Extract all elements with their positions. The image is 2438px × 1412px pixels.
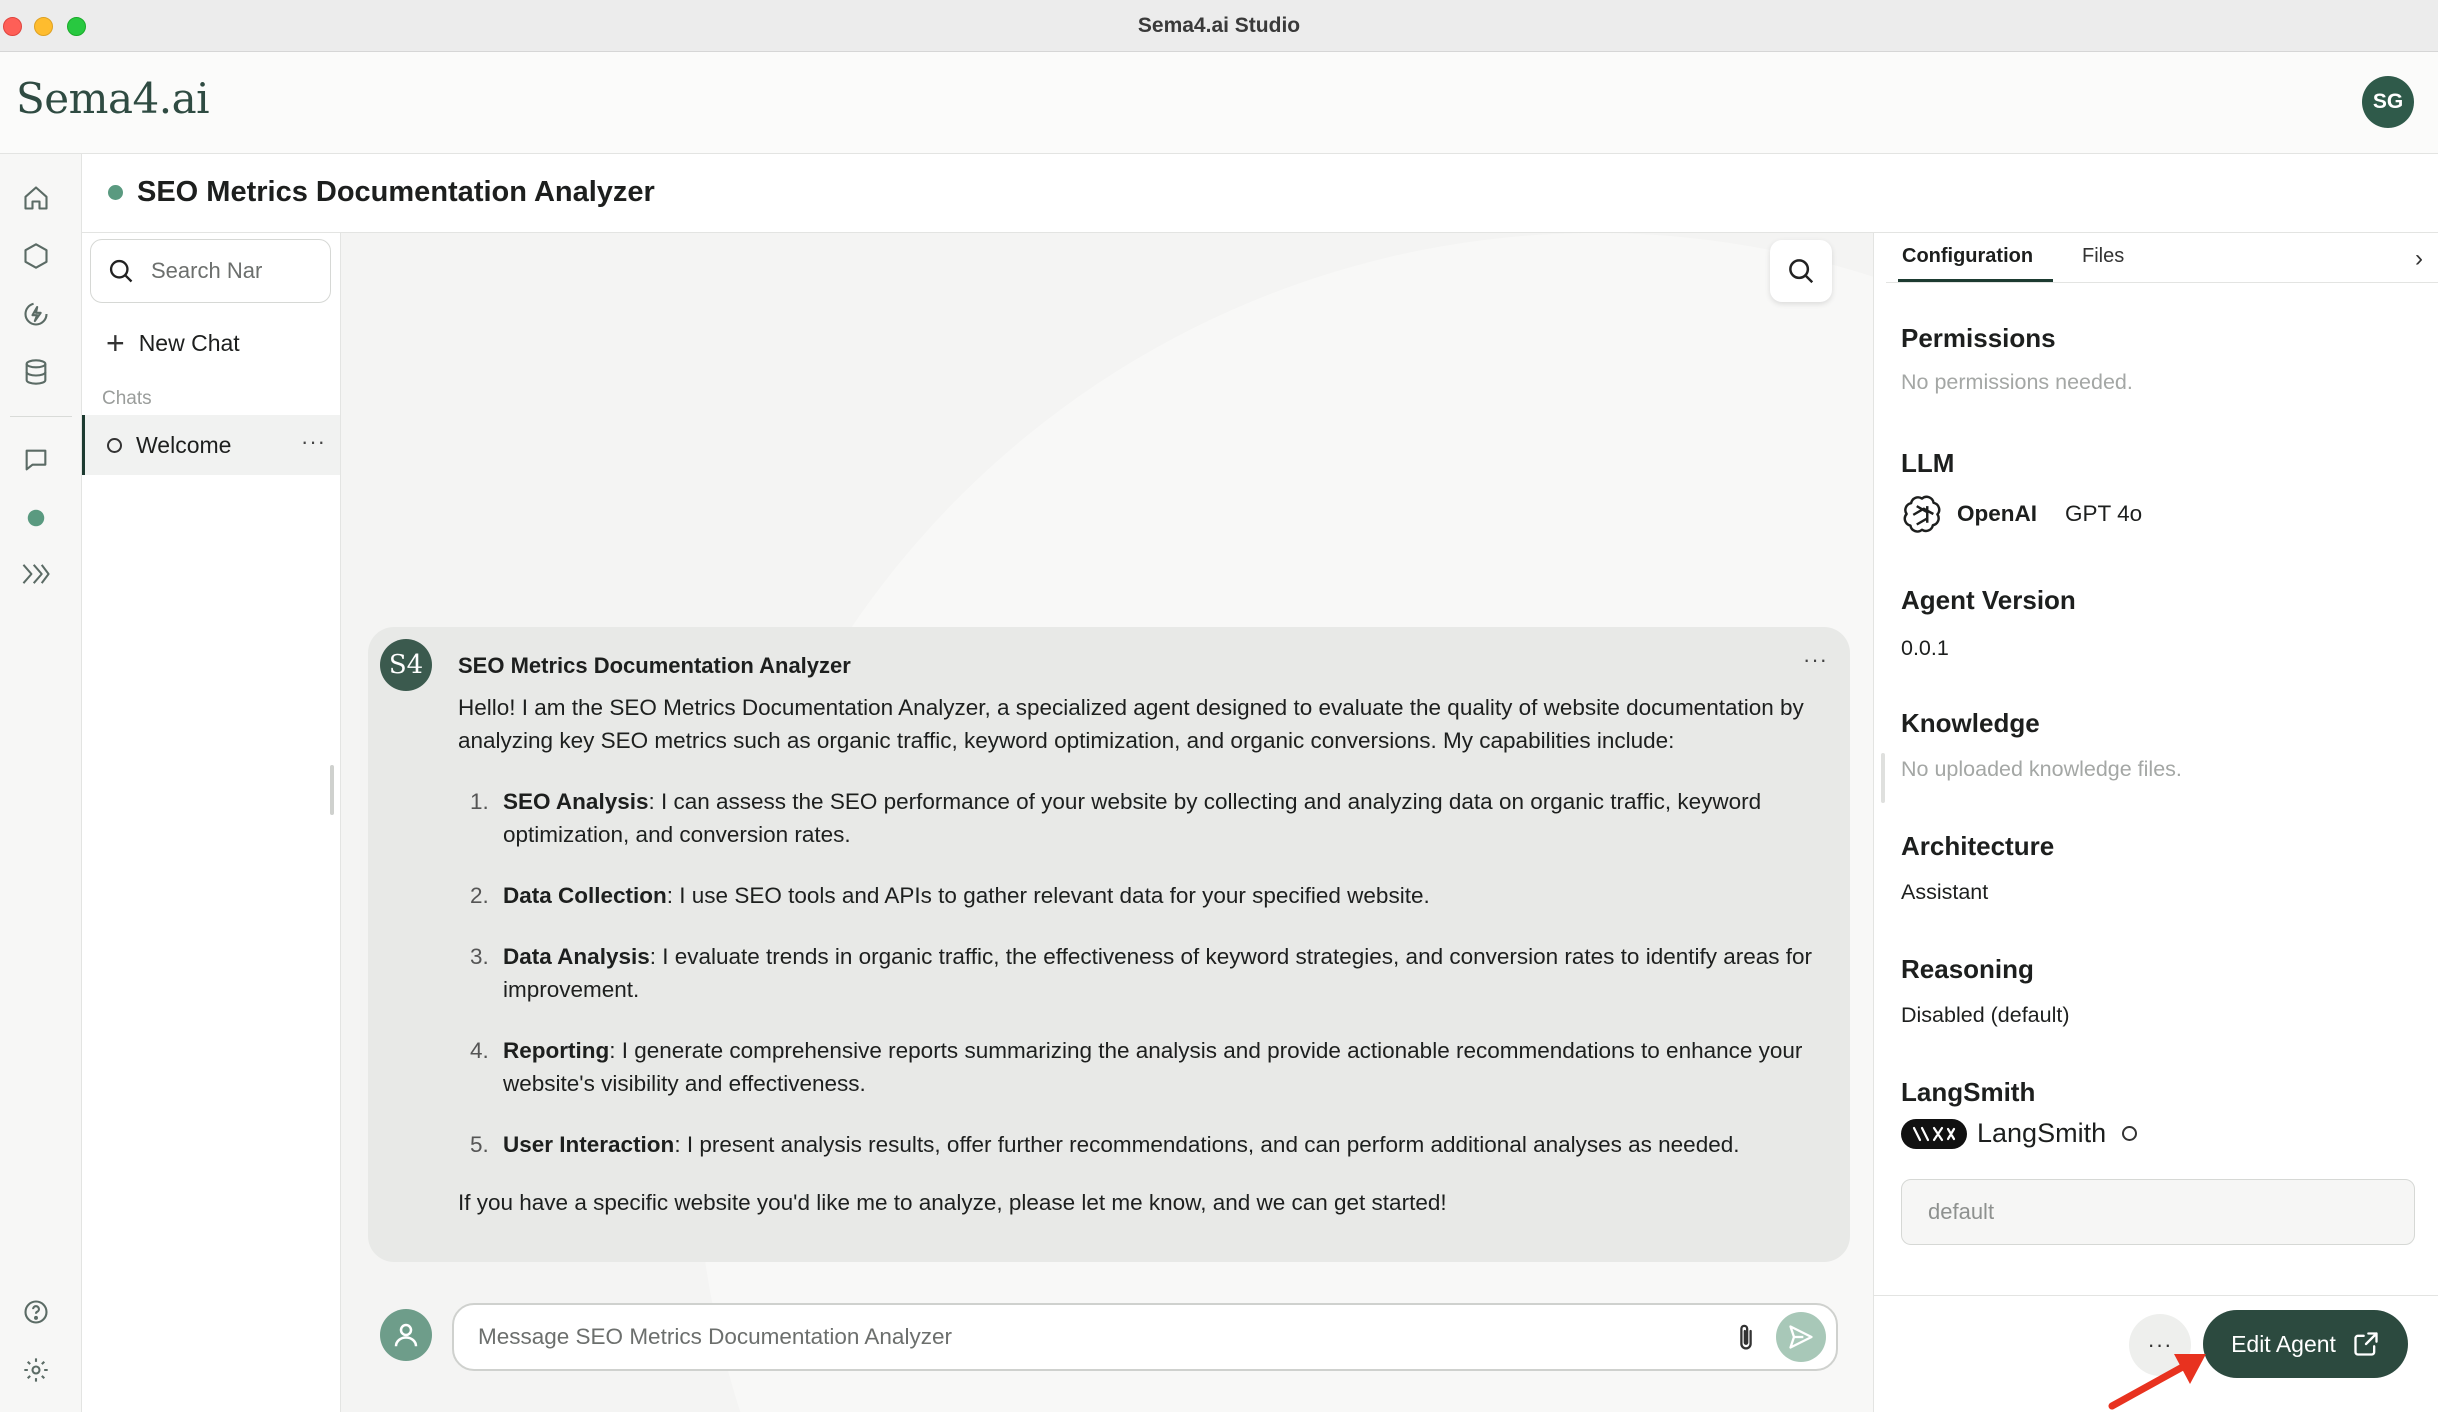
langsmith-section bbox=[1901, 1077, 2137, 1149]
message-input[interactable] bbox=[478, 1324, 1708, 1350]
agent-message bbox=[368, 627, 1850, 1262]
llm-provider: OpenAI bbox=[1957, 501, 2038, 526]
collapse-panel-chevron-icon[interactable]: › bbox=[2415, 245, 2423, 272]
window-title: Sema4.ai Studio bbox=[1137, 14, 1301, 37]
plus-icon: + bbox=[106, 325, 125, 361]
list-item-title: Data Analysis bbox=[503, 944, 650, 969]
llm-section bbox=[1901, 448, 2142, 535]
edit-agent-button[interactable] bbox=[2203, 1310, 2408, 1378]
langsmith-heading: LangSmith bbox=[1901, 1077, 2036, 1107]
chat-area bbox=[341, 233, 1873, 1412]
agent-avatar: S4 bbox=[380, 639, 432, 691]
chat-bubble-icon[interactable] bbox=[20, 444, 52, 476]
permissions-heading: Permissions bbox=[1901, 323, 2056, 353]
capabilities-list bbox=[458, 785, 1818, 1161]
list-item-title: Data Collection bbox=[503, 883, 667, 908]
list-item-title: Reporting bbox=[503, 1038, 610, 1063]
chat-item-label: Welcome bbox=[136, 431, 232, 458]
send-icon bbox=[1787, 1323, 1815, 1351]
list-number: 2. bbox=[470, 883, 489, 908]
list-item-text: : I can assess the SEO performance of your website by collecting and analyzing data on organic traffic, keyword optimization, and conversion rates. bbox=[503, 789, 1762, 847]
config-footer-divider bbox=[1874, 1295, 2438, 1296]
paperclip-icon[interactable] bbox=[1734, 1323, 1758, 1358]
database-icon[interactable] bbox=[20, 356, 52, 388]
architecture-heading: Architecture bbox=[1901, 831, 2055, 861]
chats-section-label: Chats bbox=[102, 388, 152, 409]
active-agent-dot-icon[interactable] bbox=[20, 502, 52, 534]
actions-bolt-icon[interactable] bbox=[20, 298, 52, 330]
permissions-value: No permissions needed. bbox=[1901, 370, 2133, 394]
architecture-value: Assistant bbox=[1901, 880, 1989, 904]
chat-search-box[interactable] bbox=[90, 239, 331, 303]
message-intro: Hello! I am the SEO Metrics Documentation Analyzer, a specialized agent designed to evaluate the quality of website documentation by analyzing key SEO metrics such as organic traffic, keyword optimization, and organic conversions. My capabilities include: bbox=[458, 695, 1804, 753]
list-item-text: : I use SEO tools and APIs to gather relevant data for your specified website. bbox=[666, 883, 1430, 908]
chat-status-circle-icon bbox=[107, 438, 122, 453]
search-icon bbox=[1786, 256, 1816, 286]
tab-files[interactable]: Files bbox=[2082, 245, 2125, 267]
chevrons-right-icon[interactable] bbox=[20, 558, 52, 590]
user-avatar[interactable]: SG bbox=[2362, 76, 2414, 128]
reasoning-value: Disabled (default) bbox=[1901, 1003, 2070, 1027]
permissions-section bbox=[1901, 323, 2133, 395]
app-logo[interactable]: Sema4.ai bbox=[16, 74, 210, 123]
hexagon-icon[interactable] bbox=[20, 240, 52, 272]
list-item-text: : I generate comprehensive reports summarizing the analysis and provide actionable recommendations to enhance your website's visibility and effectiveness. bbox=[503, 1038, 1803, 1096]
message-outro: If you have a specific website you'd like me to analyze, please let me know, and we can get started! bbox=[458, 1190, 1447, 1215]
list-item-text: : I present analysis results, offer further recommendations, and can perform additional analyses as needed. bbox=[674, 1132, 1740, 1157]
list-item bbox=[458, 1128, 1818, 1161]
new-chat-button[interactable] bbox=[106, 327, 240, 359]
llm-row bbox=[1901, 493, 2142, 535]
message-composer bbox=[452, 1303, 1838, 1371]
search-icon bbox=[107, 257, 135, 285]
new-chat-label: New Chat bbox=[138, 329, 240, 356]
langsmith-toggle[interactable] bbox=[2122, 1126, 2137, 1141]
annotation-arrow-icon bbox=[2108, 1340, 2218, 1412]
agent-version-value: 0.0.1 bbox=[1901, 636, 1949, 660]
rail-divider bbox=[10, 416, 72, 417]
list-number: 5. bbox=[470, 1132, 489, 1157]
reasoning-heading: Reasoning bbox=[1901, 954, 2034, 984]
nav-rail bbox=[0, 154, 82, 1412]
list-item-title: User Interaction bbox=[503, 1132, 675, 1157]
window-titlebar bbox=[0, 0, 2438, 52]
list-item bbox=[458, 1034, 1818, 1100]
list-item-title: SEO Analysis bbox=[503, 789, 649, 814]
reasoning-section bbox=[1901, 954, 2070, 1028]
app-header bbox=[0, 52, 2438, 154]
knowledge-heading: Knowledge bbox=[1901, 708, 2040, 738]
panel-resize-handle[interactable] bbox=[330, 765, 334, 815]
help-icon[interactable] bbox=[20, 1296, 52, 1328]
langsmith-name: LangSmith bbox=[1977, 1118, 2107, 1148]
list-item bbox=[458, 940, 1818, 1006]
agent-title bbox=[108, 176, 655, 209]
tab-configuration[interactable]: Configuration bbox=[1902, 245, 2034, 267]
list-item bbox=[458, 785, 1818, 851]
langsmith-logo-icon bbox=[1901, 1119, 1967, 1149]
config-tabs bbox=[1886, 233, 2438, 283]
knowledge-scroll-indicator bbox=[1881, 753, 1885, 803]
agent-status-dot bbox=[108, 185, 123, 200]
llm-model: GPT 4o bbox=[2065, 501, 2143, 526]
agent-version-heading: Agent Version bbox=[1901, 585, 2076, 615]
home-icon[interactable] bbox=[20, 182, 52, 214]
edit-agent-label: Edit Agent bbox=[2231, 1330, 2336, 1357]
llm-heading: LLM bbox=[1901, 448, 1955, 478]
chat-search-input[interactable] bbox=[151, 258, 311, 284]
list-item bbox=[458, 879, 1818, 912]
message-body bbox=[458, 691, 1818, 1219]
message-sender: SEO Metrics Documentation Analyzer bbox=[458, 653, 851, 678]
list-number: 3. bbox=[470, 944, 489, 969]
agent-title-text: SEO Metrics Documentation Analyzer bbox=[137, 176, 655, 208]
knowledge-value: No uploaded knowledge files. bbox=[1901, 757, 2182, 781]
chat-list-panel bbox=[82, 233, 341, 1412]
message-more-button[interactable]: ··· bbox=[1803, 647, 1828, 672]
chat-list-item[interactable] bbox=[82, 415, 340, 475]
architecture-section bbox=[1901, 831, 2054, 905]
config-panel bbox=[1873, 233, 2438, 1412]
more-options-button[interactable]: ··· bbox=[2129, 1314, 2191, 1376]
agent-version-section bbox=[1901, 585, 2076, 661]
langsmith-project-input[interactable] bbox=[1901, 1179, 2415, 1245]
search-messages-button[interactable] bbox=[1770, 240, 1832, 302]
list-item-text: : I evaluate trends in organic traffic, the effectiveness of keyword strategies, and conversion rates to identify areas for improvement. bbox=[503, 944, 1813, 1002]
openai-logo-icon bbox=[1901, 493, 1943, 535]
user-avatar-icon bbox=[380, 1309, 432, 1361]
chat-item-more-button[interactable]: ··· bbox=[301, 429, 326, 454]
external-link-icon bbox=[2352, 1330, 2380, 1358]
settings-gear-icon[interactable] bbox=[20, 1354, 52, 1386]
list-number: 4. bbox=[470, 1038, 489, 1063]
tabs-divider bbox=[1886, 282, 2438, 283]
langsmith-row bbox=[1901, 1118, 2137, 1149]
knowledge-section bbox=[1901, 708, 2182, 782]
list-number: 1. bbox=[470, 789, 489, 814]
send-button[interactable] bbox=[1776, 1312, 1826, 1362]
